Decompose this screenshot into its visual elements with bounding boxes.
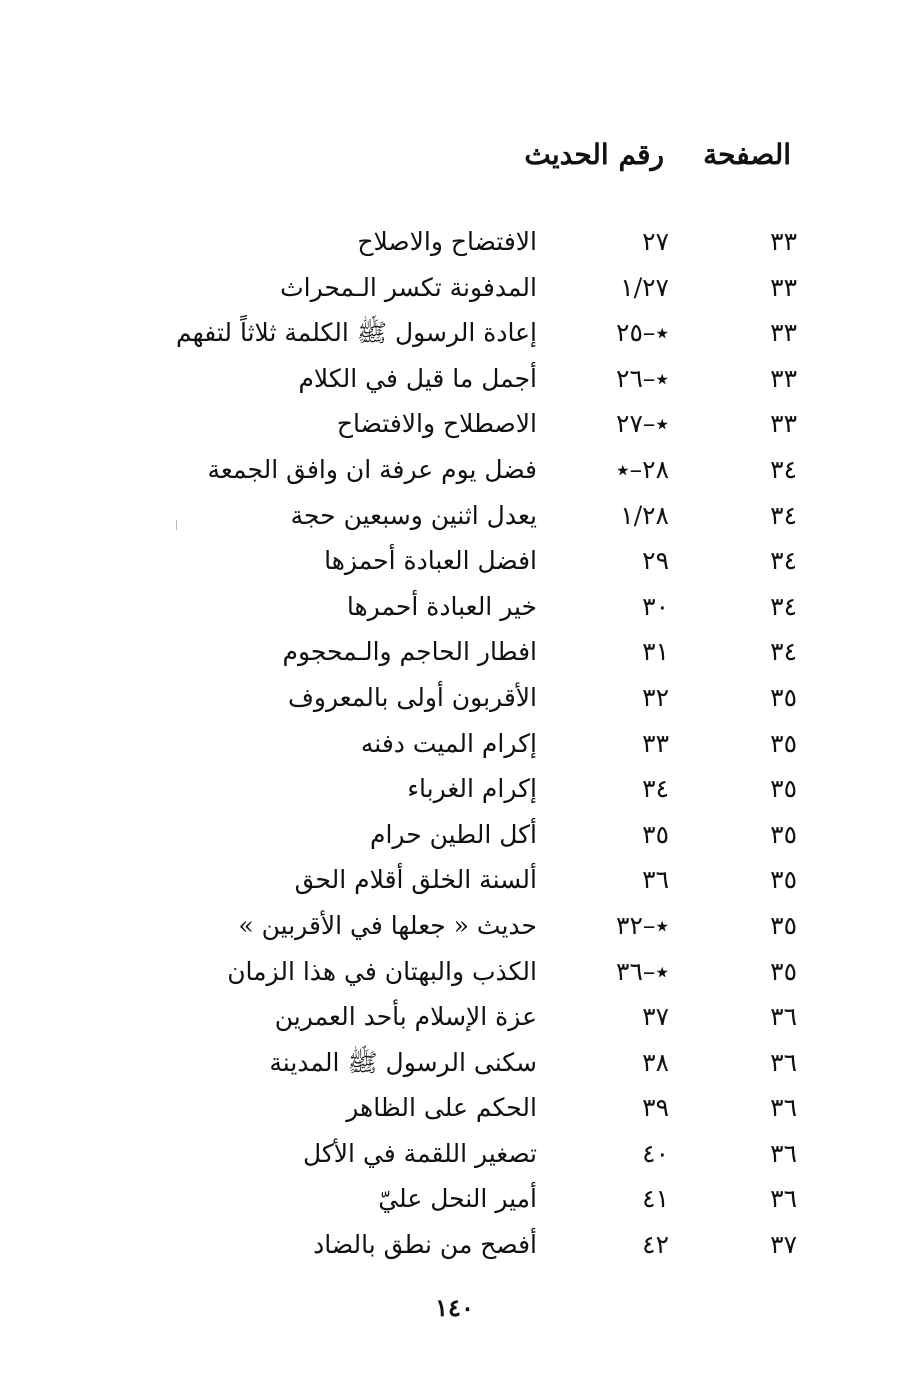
- hadith-title-cell: أجمل ما قيل في الكلام: [298, 363, 537, 393]
- hadith-title-cell: افضل العبادة أحمزها: [324, 546, 537, 576]
- page-number-cell: ٣٤: [770, 591, 797, 621]
- hadith-number-cell: ٣٨: [642, 1047, 669, 1077]
- toc-row: [0, 219, 909, 265]
- hadith-number-cell: ٭–٢٥: [616, 318, 669, 348]
- page-column-header: الصفحة: [703, 138, 791, 171]
- toc-row: [0, 766, 909, 812]
- hadith-title-cell: الأقربون أولى بالمعروف: [287, 682, 537, 712]
- hadith-number-cell: ٣٦: [642, 865, 669, 895]
- hadith-number-cell: ٢٨–٭: [616, 454, 669, 484]
- hadith-number-cell: ٣٣: [642, 728, 669, 758]
- hadith-title-cell: أمير النحل عليّ: [378, 1184, 537, 1214]
- hadith-title-cell: فضل يوم عرفة ان وافق الجمعة: [207, 454, 537, 484]
- toc-row: [0, 903, 909, 949]
- hadith-title-cell: ألسنة الخلق أقلام الحق: [294, 865, 537, 895]
- toc-row: [0, 1222, 909, 1268]
- page-number-cell: ٣٣: [770, 318, 797, 348]
- hadith-number-cell: ٣١: [642, 637, 669, 667]
- page-number-cell: ٣٣: [770, 272, 797, 302]
- page-number-cell: ٣٥: [770, 910, 797, 940]
- page-number-cell: ٣٥: [770, 682, 797, 712]
- hadith-number-cell: ٣٩: [642, 1093, 669, 1123]
- hadith-title-cell: إكرام الميت دفنه: [360, 728, 537, 758]
- toc-row: [0, 584, 909, 630]
- toc-row: [0, 1131, 909, 1177]
- page-number-cell: ٣٥: [770, 865, 797, 895]
- toc-row: [0, 629, 909, 675]
- hadith-number-cell: ٣٥: [642, 819, 669, 849]
- hadith-title-cell: الافتضاح والاصلاح: [357, 227, 537, 256]
- hadith-title-cell: عزة الإسلام بأحد العمرين: [274, 1002, 537, 1032]
- hadith-number-cell: ٣٢: [642, 682, 669, 712]
- table-of-contents: [0, 219, 909, 1268]
- toc-row: [0, 1085, 909, 1131]
- hadith-number-cell: ١/٢٨: [620, 500, 669, 530]
- toc-row: [0, 401, 909, 447]
- page-number-cell: ٣٦: [770, 1047, 797, 1077]
- hadith-number-cell: ٢٧: [642, 227, 669, 256]
- hadith-title-cell: الحكم على الظاهر: [346, 1093, 537, 1123]
- page-number-footer: ١٤٠: [435, 1293, 474, 1322]
- page-number-cell: ٣٦: [770, 1138, 797, 1168]
- toc-row: [0, 356, 909, 402]
- hadith-title-cell: إكرام الغرباء: [407, 774, 537, 804]
- toc-row: [0, 857, 909, 903]
- hadith-number-cell: ٣٠: [642, 591, 669, 621]
- table-header: [0, 138, 909, 182]
- toc-row: [0, 310, 909, 356]
- toc-row: [0, 949, 909, 995]
- hadith-title-cell: المدفونة تكسر الـمحراث: [280, 272, 537, 302]
- toc-row: [0, 1176, 909, 1222]
- toc-row: [0, 493, 909, 539]
- hadith-number-cell: ٭–٢٧: [616, 409, 669, 439]
- hadith-title-cell: افطار الحاجم والـمحجوم: [282, 637, 537, 667]
- hadith-number-cell: ٭–٣٦: [616, 956, 669, 986]
- page-number-cell: ٣٥: [770, 728, 797, 758]
- toc-row: [0, 675, 909, 721]
- hadith-number-cell: ٭–٢٦: [616, 363, 669, 393]
- page-number-cell: ٣٧: [770, 1230, 797, 1260]
- hadith-number-cell: ٤١: [642, 1184, 669, 1214]
- page-number-cell: ٣٤: [770, 454, 797, 484]
- hadith-number-cell: ٭–٣٢: [616, 910, 669, 940]
- toc-row: [0, 447, 909, 493]
- hadith-number-cell: ٤٢: [642, 1230, 669, 1260]
- page-number-cell: ٣٤: [770, 546, 797, 576]
- page-number-cell: ٣٦: [770, 1002, 797, 1032]
- page-number-cell: ٣٥: [770, 774, 797, 804]
- hadith-title-cell: أكل الطين حرام: [370, 819, 537, 849]
- toc-row: [0, 265, 909, 311]
- toc-row: [0, 721, 909, 767]
- page-number-cell: ٣٦: [770, 1093, 797, 1123]
- hadith-title-cell: إعادة الرسول ﷺ الكلمة ثلاثاً لتفهم: [176, 318, 537, 348]
- page-number-cell: ٣٣: [770, 363, 797, 393]
- toc-row: [0, 994, 909, 1040]
- hadith-title-cell: يعدل اثنين وسبعين حجة: [290, 500, 537, 530]
- page-number-cell: ٣٤: [770, 637, 797, 667]
- hadith-number-cell: ٤٠: [642, 1138, 669, 1168]
- hadith-title-cell: خير العبادة أحمرها: [346, 591, 537, 621]
- page-number-cell: ٣٤: [770, 500, 797, 530]
- hadith-title-cell: تصغير اللقمة في الأكل: [302, 1138, 537, 1168]
- hadith-title-cell: سكنى الرسول ﷺ المدينة: [269, 1047, 537, 1077]
- hadith-number-column-header: رقم الحديث: [524, 138, 664, 171]
- page-number-cell: ٣٣: [770, 409, 797, 439]
- page-number-cell: ٣٥: [770, 819, 797, 849]
- page-number-cell: ٣٣: [770, 227, 797, 256]
- toc-row: [0, 812, 909, 858]
- hadith-title-cell: الكذب والبهتان في هذا الزمان: [227, 956, 537, 986]
- toc-row: [0, 1040, 909, 1086]
- toc-row: [0, 538, 909, 584]
- hadith-number-cell: ٣٤: [642, 774, 669, 804]
- hadith-title-cell: الاصطلاح والافتضاح: [336, 409, 537, 439]
- hadith-title-cell: حديث « جعلها في الأقربين »: [238, 910, 537, 940]
- hadith-title-cell: أفصح من نطق بالضاد: [313, 1230, 537, 1260]
- page-number-cell: ٣٥: [770, 956, 797, 986]
- page-number-cell: ٣٦: [770, 1184, 797, 1214]
- hadith-number-cell: ٢٩: [642, 546, 669, 576]
- hadith-number-cell: ١/٢٧: [620, 272, 669, 302]
- hadith-number-cell: ٣٧: [642, 1002, 669, 1032]
